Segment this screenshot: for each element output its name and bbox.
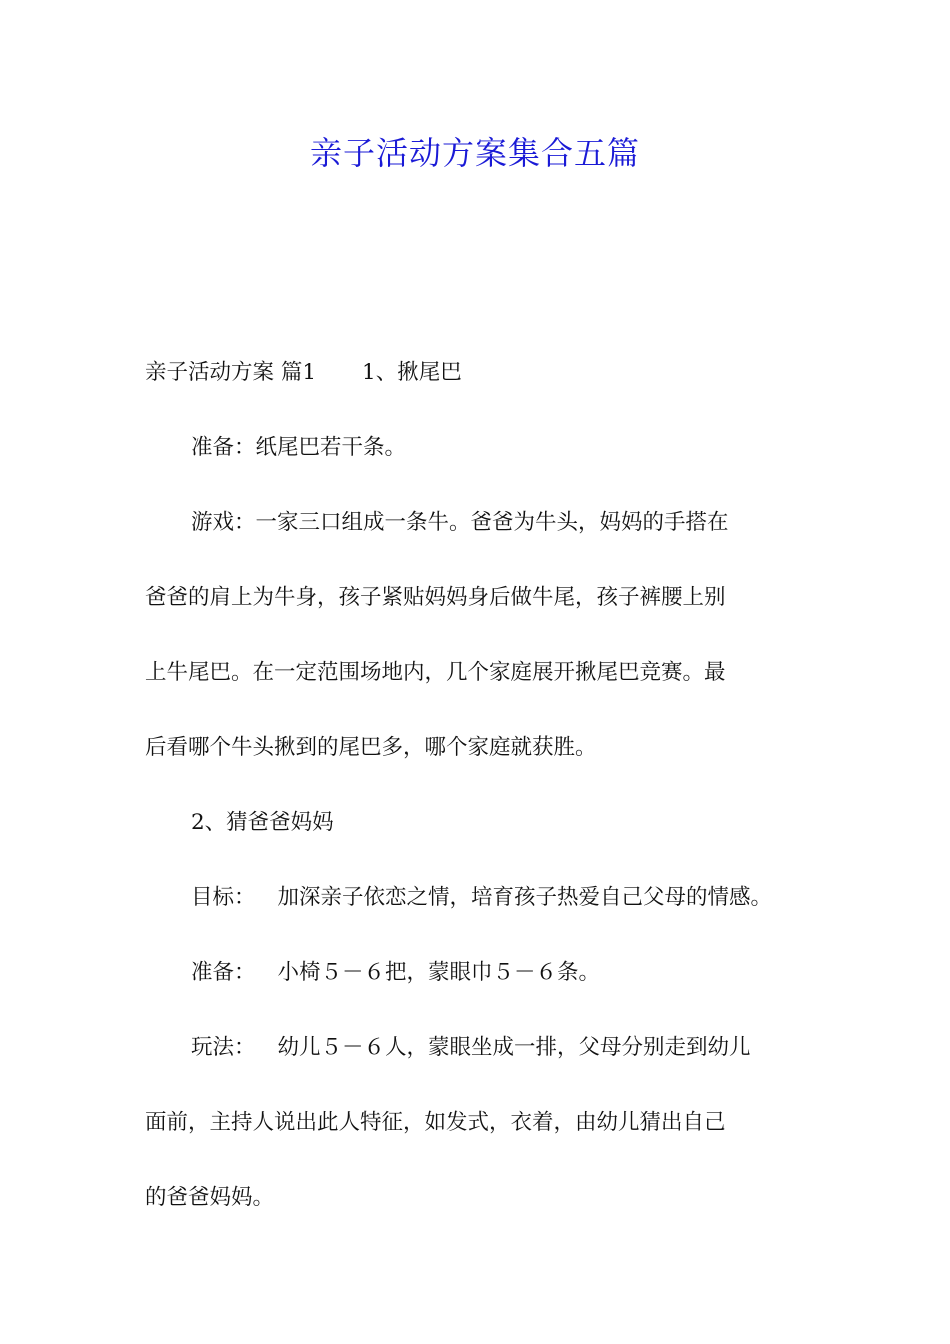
goal-line — [145, 860, 815, 935]
page-title: 亲子活动方案集合五篇 — [309, 134, 640, 172]
paragraph-line: 上牛尾巴。在一定范围场地内，几个家庭展开揪尾巴竞赛。最 — [145, 660, 726, 685]
goal-text: 加深亲子依恋之情，培育孩子热爱自己父母的情感。 — [277, 885, 773, 910]
paragraph-line: 后看哪个牛头揪到的尾巴多，哪个家庭就获胜。 — [145, 735, 597, 760]
prep-line — [145, 935, 815, 1010]
prep-text: 小椅５－６把，蒙眼巾５－６条。 — [277, 960, 601, 985]
item1-title: 1、揪尾巴 — [362, 360, 462, 385]
section-heading: 亲子活动方案 篇1 — [145, 360, 317, 385]
paragraph-line: 准备：纸尾巴若干条。 — [191, 435, 407, 460]
paragraph-line: 爸爸的肩上为牛身，孩子紧贴妈妈身后做牛尾，孩子裤腰上别 — [145, 585, 726, 610]
paragraph-line: 游戏：一家三口组成一条牛。爸爸为牛头，妈妈的手搭在 — [191, 510, 729, 535]
prep-label: 准备： — [191, 960, 256, 985]
item2-title: 2、猜爸爸妈妈 — [191, 810, 334, 835]
play-line — [145, 1010, 815, 1085]
paragraph-line: 的爸爸妈妈。 — [145, 1185, 275, 1210]
paragraph-line: 面前，主持人说出此人特征，如发式，衣着，由幼儿猜出自己 — [145, 1110, 726, 1135]
goal-label: 目标： — [191, 885, 256, 910]
play-label: 玩法： — [191, 1035, 256, 1060]
section-heading-line — [145, 335, 815, 410]
document-body — [145, 335, 815, 1235]
play-text: 幼儿５－６人，蒙眼坐成一排，父母分别走到幼儿 — [277, 1035, 751, 1060]
